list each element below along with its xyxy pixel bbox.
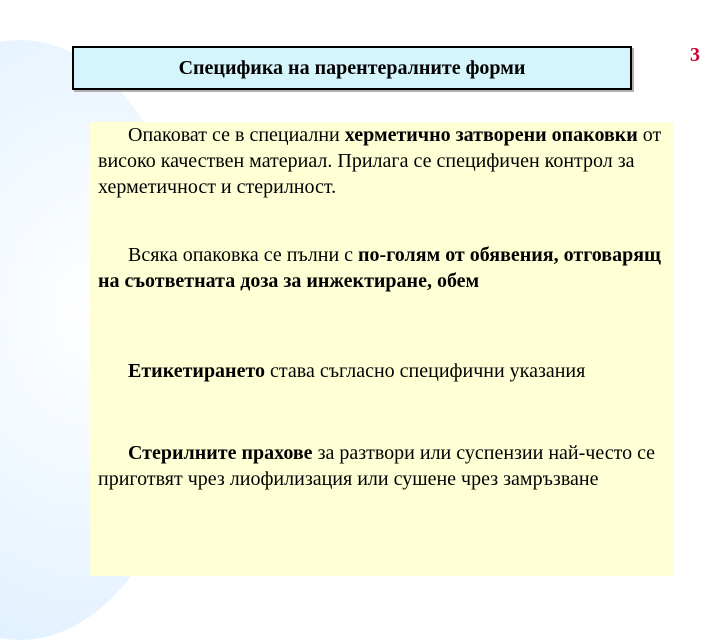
paragraph-text: става съгласно специфични указания (265, 360, 586, 382)
slide-number: 3 (690, 44, 700, 66)
paragraph-bold-text: Стерилните прахове (128, 442, 313, 464)
paragraph-text: от високо качествен материал. Прилага се специфичен контрол за херметичност и стерилност. (98, 124, 662, 198)
page-title: Специфика на парентералните форми (178, 56, 526, 79)
content-box (90, 122, 674, 576)
title-box (72, 46, 632, 90)
paragraph-labeling (98, 358, 670, 384)
paragraph-bold-text: Етикетирането (128, 360, 266, 382)
paragraph-bold-text: по-голям от обявения, отговарящ на съответната доза за инжектиране, обем (98, 244, 661, 292)
paragraph-text: Всяка опаковка се пълни с (128, 244, 359, 266)
paragraph-filling (98, 242, 670, 294)
paragraph-sterile-powders (98, 440, 670, 492)
paragraph-text: за разтвори или суспензии най-често се приготвят чрез лиофилизация или сушене чрез замръзване (98, 442, 656, 490)
paragraph-bold-text: херметично затворени опаковки (344, 124, 638, 146)
paragraph-packaging (98, 122, 670, 200)
paragraph-text: Опаковат се в специални (128, 124, 345, 146)
